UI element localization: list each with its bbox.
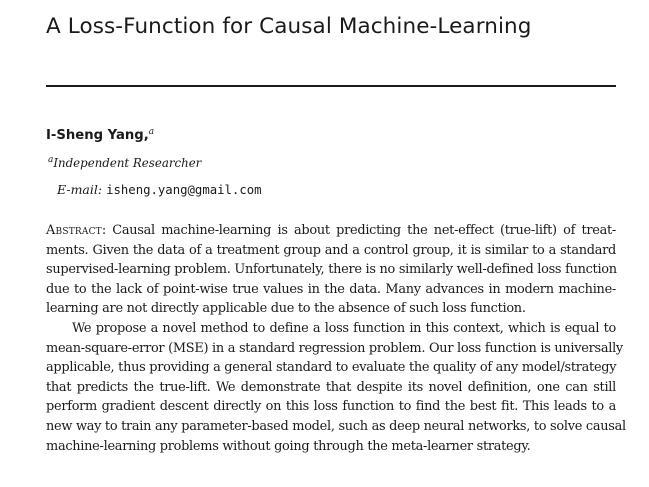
author-affiliation-mark: a: [148, 127, 155, 137]
title-rule: [46, 85, 616, 87]
abstract-line: machine-learning problems without going through the meta-learner strategy.: [46, 438, 531, 454]
affiliation-mark: a: [48, 155, 54, 165]
paper-title: A Loss-Function for Causal Machine-Learning: [46, 14, 532, 39]
abstract-line: perform gradient descent directly on this loss function to find the best fit. This leads to a: [46, 399, 616, 415]
abstract-line: new way to train any parameter-based model, such as deep neural networks, to solve causal: [46, 418, 626, 434]
email-address[interactable]: isheng.yang@gmail.com: [106, 183, 262, 197]
abstract-line: supervised-learning problem. Unfortunately, there is no similarly well-defined loss function: [46, 262, 617, 278]
abstract-heading: Abstract: [46, 223, 102, 238]
email-line: [57, 182, 262, 197]
author: [46, 128, 154, 143]
abstract-line: learning are not directly applicable due to the absence of such loss function.: [46, 301, 526, 317]
affiliation: [48, 156, 201, 170]
email-label: E-mail:: [57, 182, 103, 197]
abstract-line: [46, 221, 616, 241]
abstract-line: We propose a novel method to define a loss function in this context, which is equal to: [72, 320, 616, 336]
abstract-line: ments. Given the data of a treatment group and a control group, it is similar to a standard: [46, 242, 616, 258]
abstract: [46, 221, 626, 456]
abstract-line: applicable, thus providing a general standard to evaluate the quality of any model/strategy: [46, 360, 617, 376]
abstract-line-text: : Causal machine-learning is about predicting the net-effect (true-lift) of treat-: [101, 223, 616, 238]
abstract-line: due to the lack of point-wise true values in the data. Many advances in modern machine-: [46, 281, 616, 297]
affiliation-name: Independent Researcher: [53, 156, 202, 170]
abstract-line: that predicts the true-lift. We demonstrate that despite its novel definition, one can still: [46, 379, 616, 395]
abstract-line: mean-square-error (MSE) in a standard regression problem. Our loss function is universally: [46, 340, 623, 356]
author-name: I-Sheng Yang,: [46, 128, 149, 143]
